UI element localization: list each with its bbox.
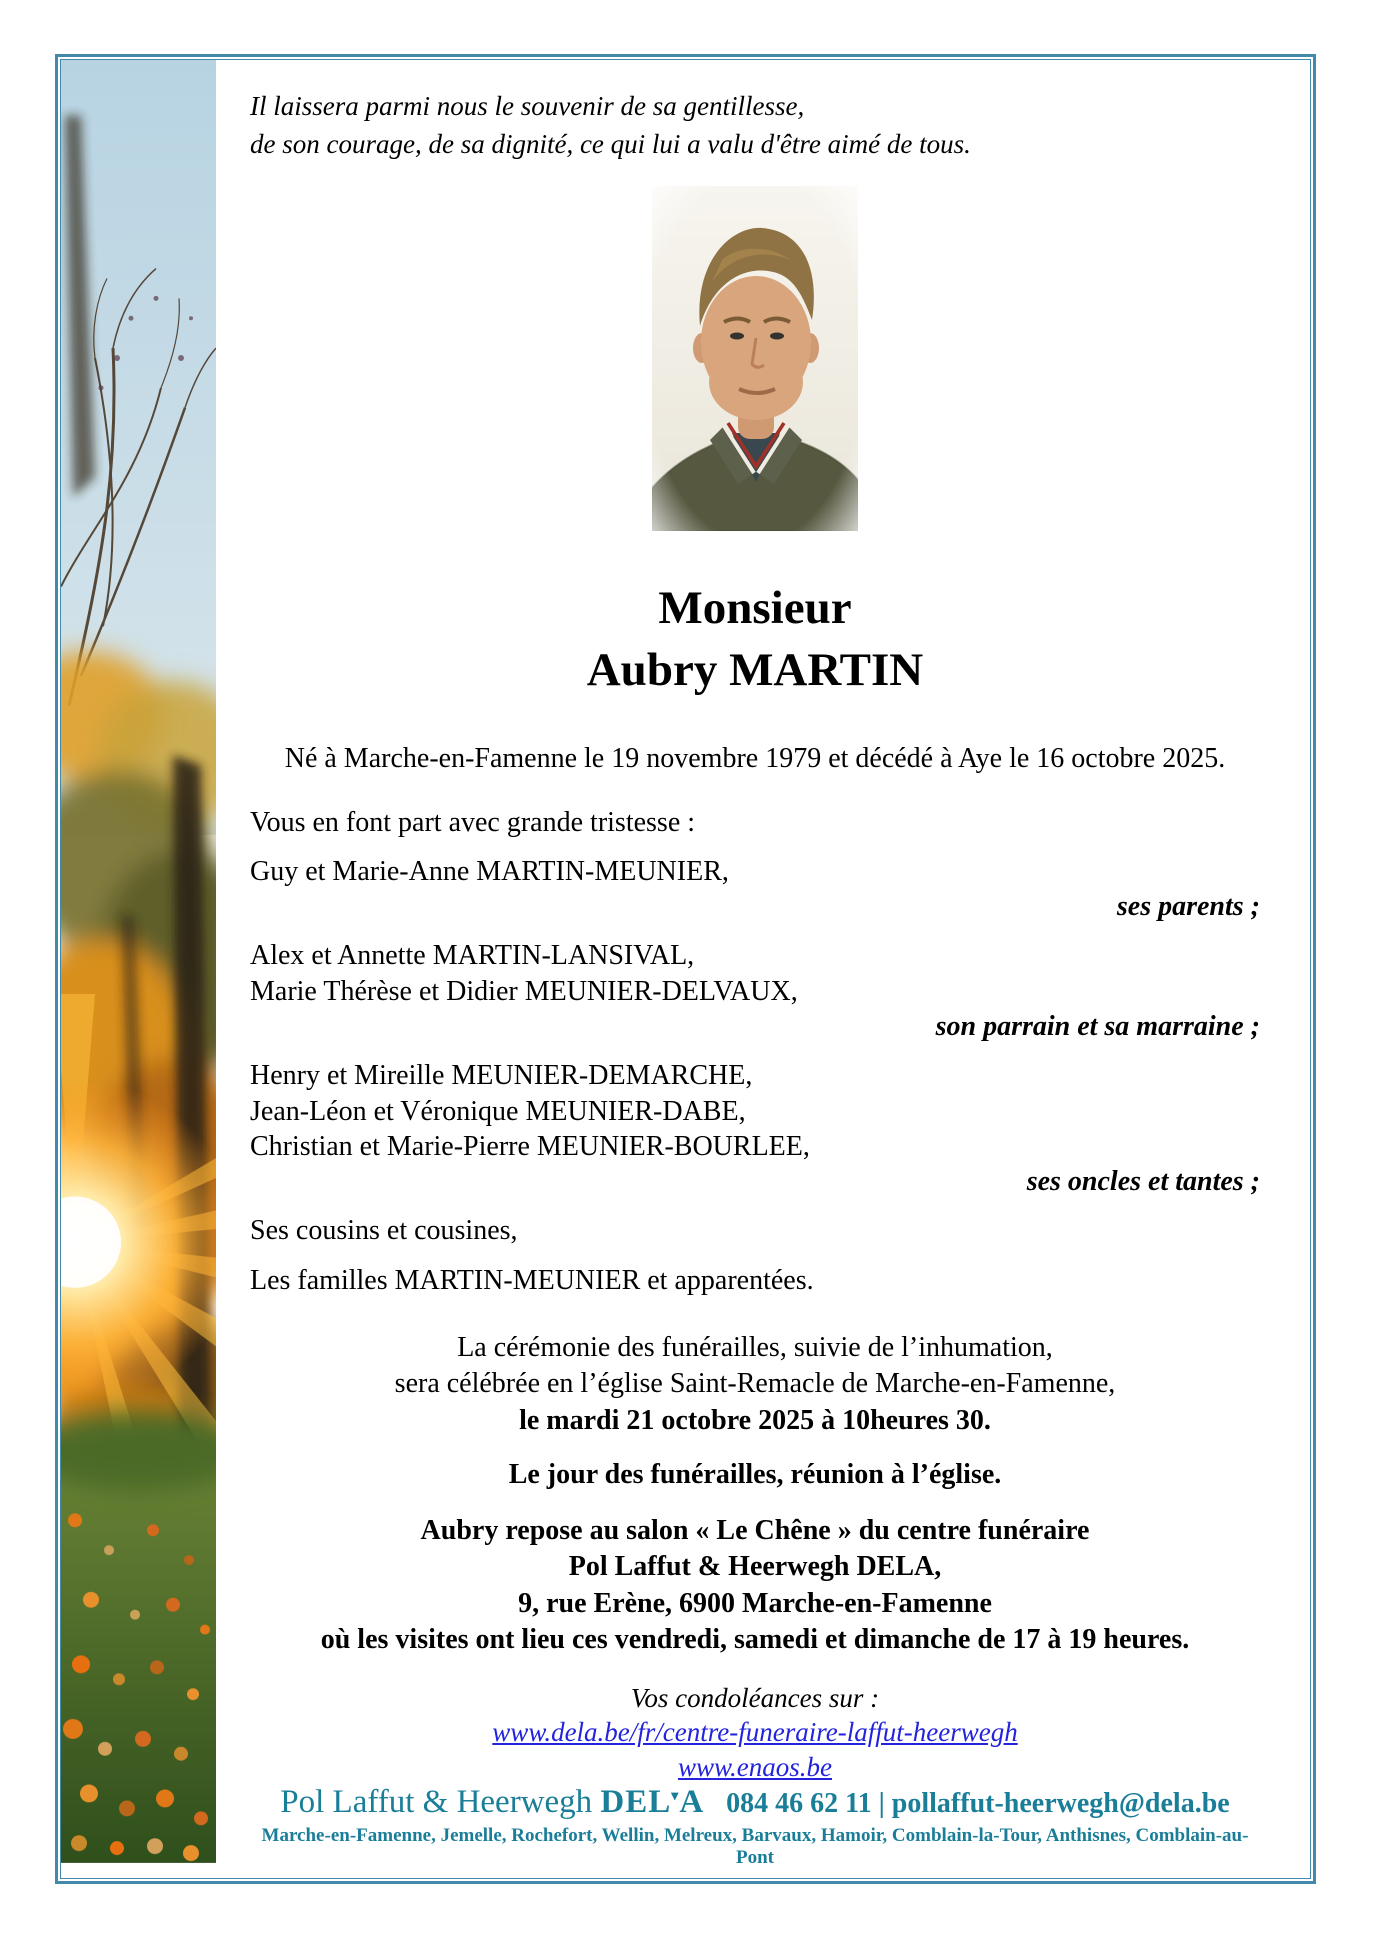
family-cousins-line: Ses cousins et cousines,: [250, 1215, 518, 1247]
title-name: Aubry MARTIN: [586, 643, 924, 696]
family-name-line: Christian et Marie-Pierre MEUNIER-BOURLEE,: [250, 1130, 810, 1162]
condolences-link-enaos[interactable]: www.enaos.be: [678, 1751, 832, 1782]
condolences-intro: Vos condoléances sur :: [630, 1682, 880, 1713]
brand-text: Pol Laffut & Heerwegh: [280, 1784, 593, 1821]
repose-line-2: Pol Laffut & Heerwegh DELA,: [568, 1551, 942, 1583]
dela-logo-a: A: [679, 1784, 705, 1821]
footer-locations: Marche-en-Famenne, Jemelle, Rochefort, Wellin, Melreux, Barvaux, Hamoir, Comblain-la-Tour, Anthisnes, Comblain-au-Pont: [261, 1825, 1249, 1869]
family-name-line: Marie Thérèse et Didier MEUNIER-DELVAUX,: [250, 975, 798, 1007]
reunion-line: Le jour des funérailles, réunion à l’église.: [508, 1459, 1002, 1491]
family-intro: Vous en font part avec grande tristesse :: [250, 806, 696, 838]
family-name-line: Alex et Annette MARTIN-LANSIVAL,: [250, 940, 695, 972]
quote-line-1: Il laissera parmi nous le souvenir de sa gentillesse,: [250, 91, 805, 121]
title-monsieur: Monsieur: [658, 581, 852, 634]
dela-logo-del: DEL: [600, 1784, 672, 1821]
family-name-line: Henry et Mireille MEUNIER-DEMARCHE,: [250, 1060, 753, 1092]
autumn-trees-photo-art: [61, 60, 216, 1863]
relation-parents: ses parents ;: [1116, 891, 1260, 923]
family-name-line: Jean-Léon et Véronique MEUNIER-DABE,: [250, 1095, 746, 1127]
ceremony-section: [250, 1330, 1260, 1439]
repose-line-1: Aubry repose au salon « Le Chêne » du centre funéraire: [420, 1515, 1090, 1547]
repose-section: [250, 1513, 1260, 1659]
deceased-title: [250, 577, 1260, 701]
memorial-quote: [250, 88, 1260, 164]
footer-phone: 084 46 62 11: [726, 1788, 872, 1820]
relation-uncles-aunts: ses oncles et tantes ;: [1026, 1166, 1260, 1198]
ceremony-line-2: sera célébrée en l’église Saint-Remacle de Marche-en-Famenne,: [394, 1368, 1116, 1400]
dela-logo: [600, 1784, 704, 1820]
condolences-section: [250, 1681, 1260, 1785]
footer-separator: |: [878, 1788, 885, 1820]
family-name-line: Guy et Marie-Anne MARTIN-MEUNIER,: [250, 855, 729, 887]
relation-godparents: son parrain et sa marraine ;: [935, 1010, 1260, 1042]
autumn-trees-photo: [61, 60, 216, 1863]
ceremony-date-line: le mardi 21 octobre 2025 à 10heures 30.: [519, 1404, 991, 1436]
portrait-photo: [652, 186, 858, 531]
portrait-wrap: [250, 186, 1260, 531]
quote-line-2: de son courage, de sa dignité, ce qui lui a valu d'être aimé de tous.: [250, 128, 971, 159]
card-inner-frame: [60, 59, 1311, 1879]
funeral-home-brand: [280, 1784, 704, 1821]
card-border-frame: [55, 54, 1316, 1884]
portrait-photo-art: [652, 186, 858, 531]
footer-main-line: [250, 1784, 1260, 1821]
condolences-link-dela[interactable]: www.dela.be/fr/centre-funeraire-laffut-heerwegh: [492, 1717, 1018, 1748]
card-content: [216, 60, 1310, 1878]
ceremony-line-1: La cérémonie des funérailles, suivie de l’inhumation,: [457, 1331, 1053, 1363]
repose-address-line: 9, rue Erène, 6900 Marche-en-Famenne: [518, 1587, 992, 1619]
funeral-home-footer: [250, 1784, 1260, 1878]
family-families-line: Les familles MARTIN-MEUNIER et apparentées.: [250, 1264, 814, 1296]
family-section: [250, 805, 1260, 1298]
birth-death-line: Né à Marche-en-Famenne le 19 novembre 1979 et décédé à Aye le 16 octobre 2025.: [284, 742, 1226, 774]
footer-email: pollaffut-heerwegh@dela.be: [891, 1788, 1230, 1820]
footer-contact: [726, 1788, 1230, 1820]
repose-visits-line: où les visites ont lieu ces vendredi, samedi et dimanche de 17 à 19 heures.: [320, 1624, 1190, 1656]
dela-logo-mark: ▾: [671, 1789, 680, 1805]
